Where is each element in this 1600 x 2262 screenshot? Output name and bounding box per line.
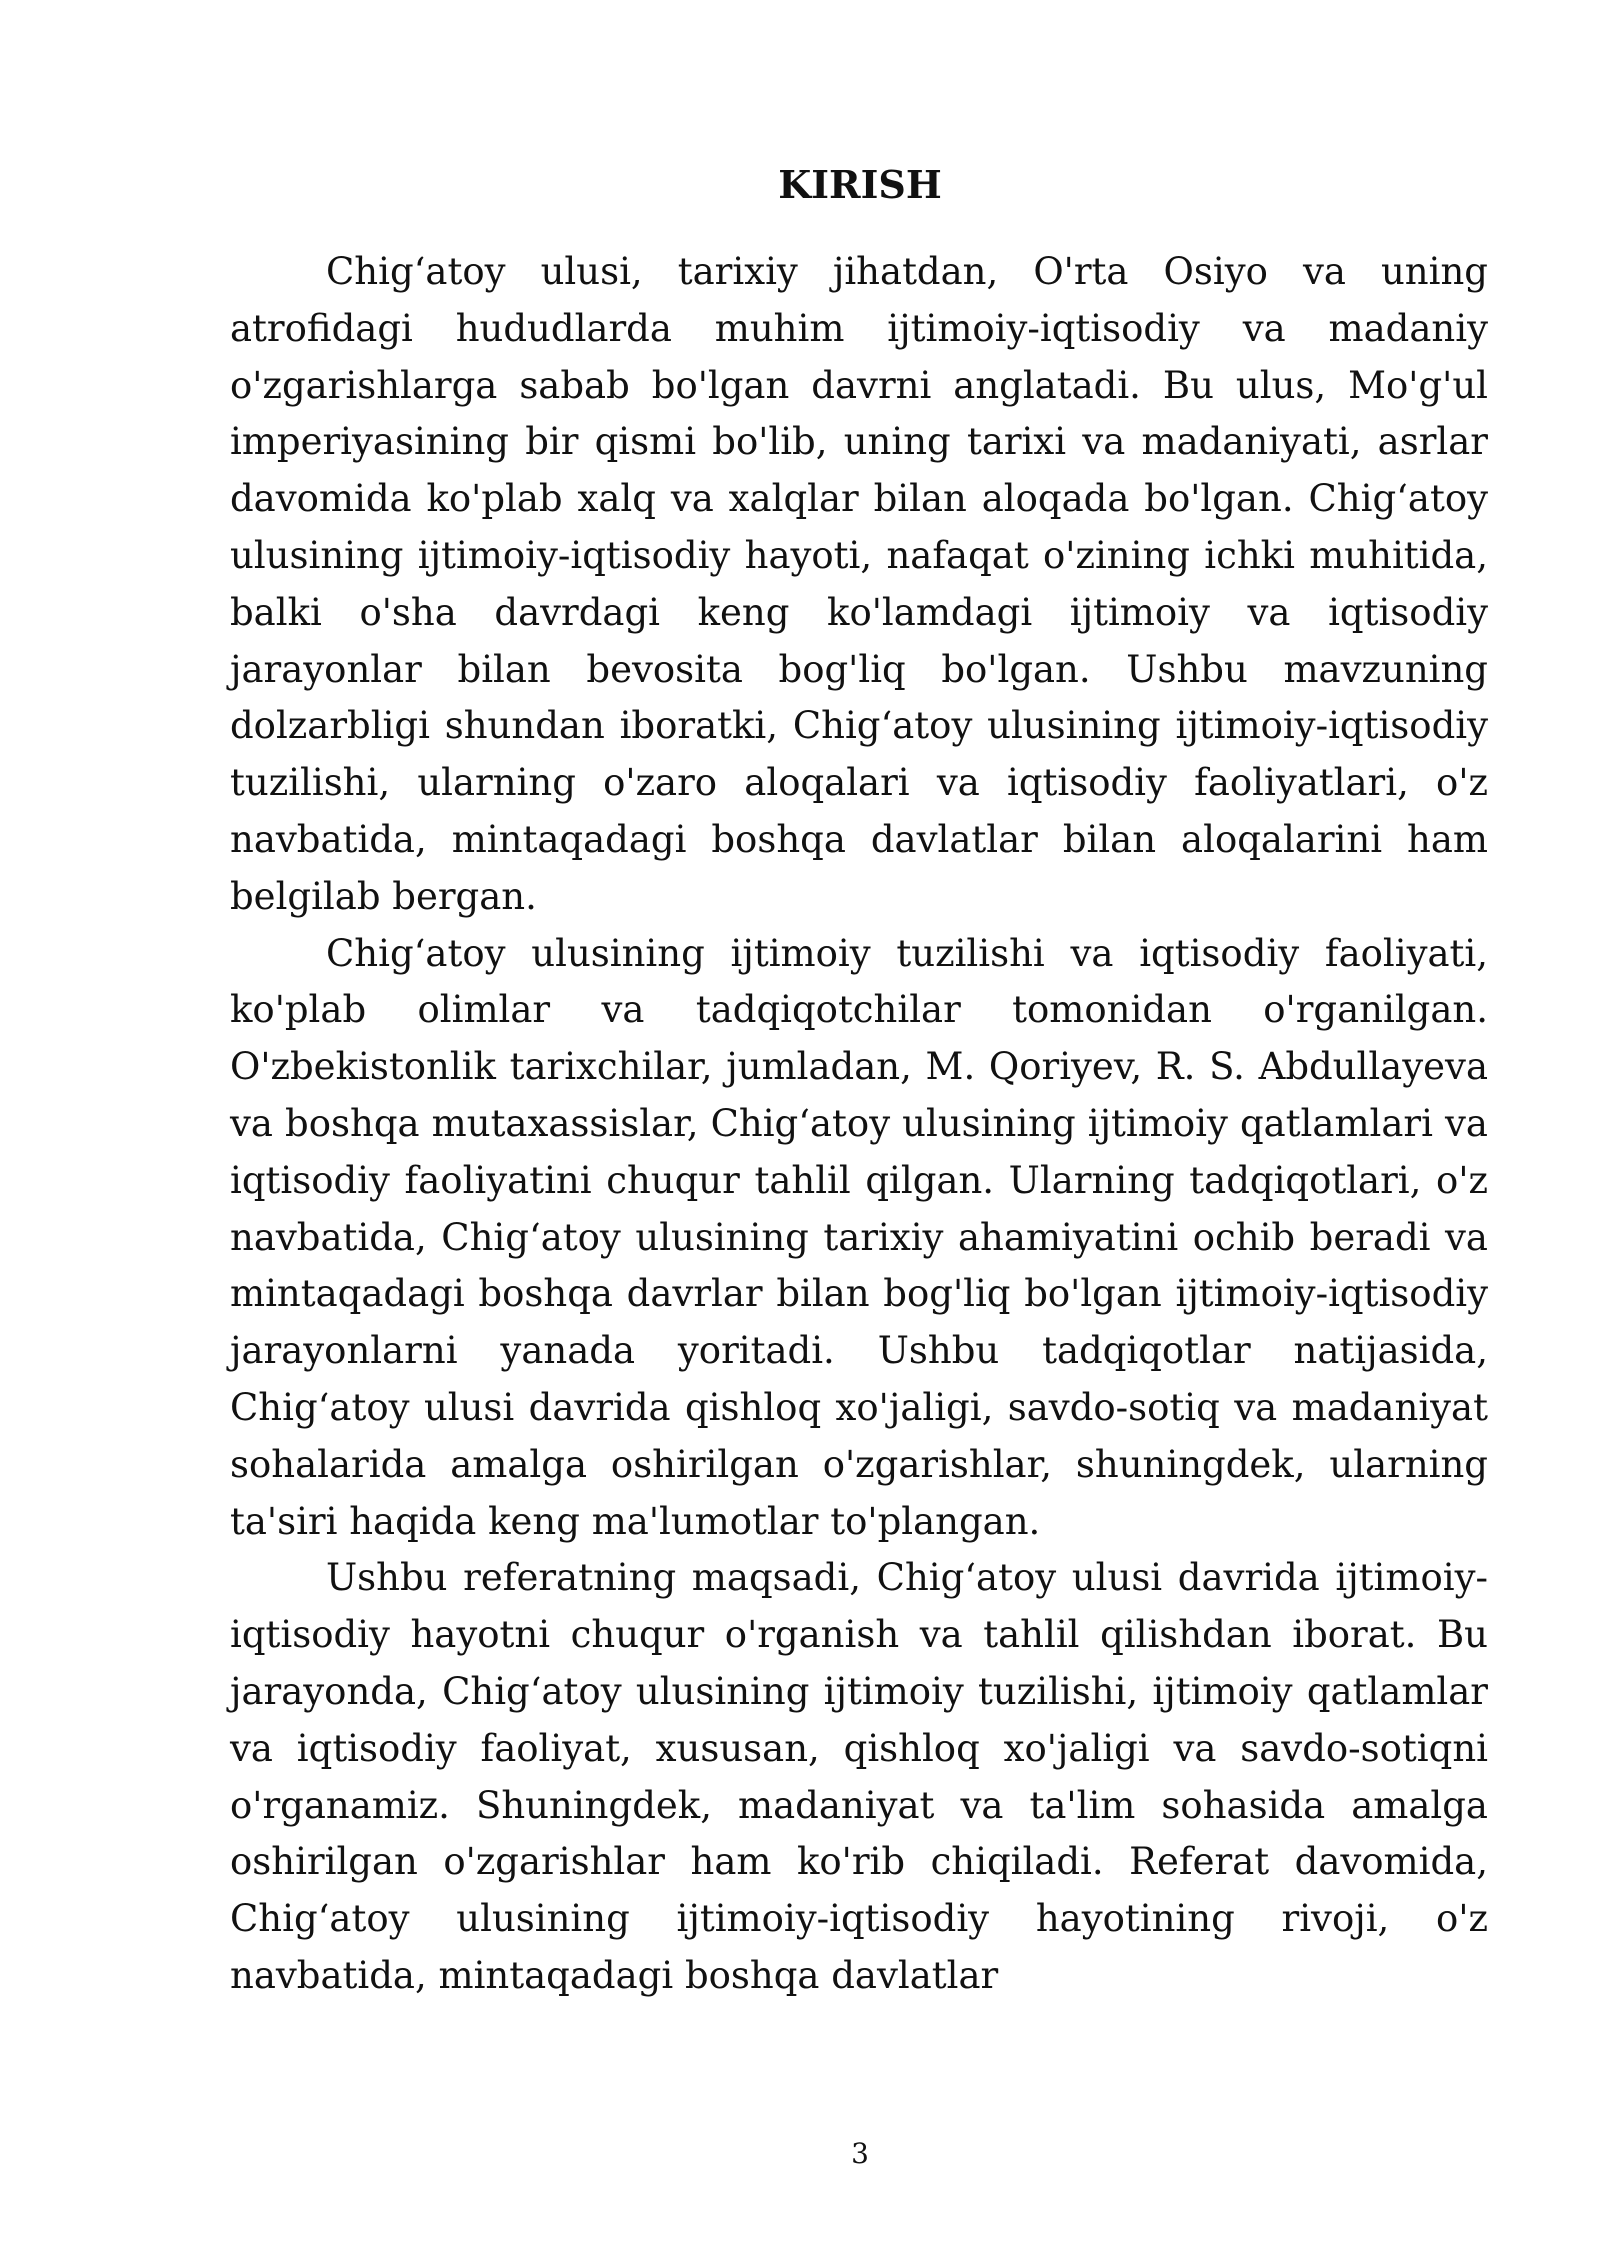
paragraph-3: Ushbu referatning maqsadi, Chigʻatoy ulusi davrida ijtimoiy-iqtisodiy hayotni chuqur o'rganish va tahlil qilishdan iborat. Bu jarayonda, Chigʻatoy ulusining ijtimoiy tuzilishi, ijtimoiy qatlamlar va iqtisodiy faoliyat, xususan, qishloq xo'jaligi va savdo-sotiqni o'rganamiz. Shuningdek, madaniyat va ta'lim sohasida amalga oshirilgan o'zgarishlar ham ko'rib chiqiladi. Referat davomida, Chigʻatoy ulusining ijtimoiy-iqtisodiy hayotining rivoji, o'z navbatida, mintaqadagi boshqa davlatlar [230, 1556, 1488, 1997]
paragraph-2: Chigʻatoy ulusining ijtimoiy tuzilishi va iqtisodiy faoliyati, ko'plab olimlar va tadqiqotchilar tomonidan o'rganilgan. O'zbekistonlik tarixchilar, jumladan, M. Qoriyev, R. S. Abdullayeva va boshqa mutaxassislar, Chigʻatoy ulusining ijtimoiy qatlamlari va iqtisodiy faoliyatini chuqur tahlil qilgan. Ularning tadqiqotlari, o'z navbatida, Chigʻatoy ulusining tarixiy ahamiyatini ochib beradi va mintaqadagi boshqa davrlar bilan bog'liq bo'lgan ijtimoiy-iqtisodiy jarayonlarni yanada yoritadi. Ushbu tadqiqotlar natijasida, Chigʻatoy ulusi davrida qishloq xo'jaligi, savdo-sotiq va madaniyat sohalarida amalga oshirilgan o'zgarishlar, shuningdek, ularning ta'siri haqida keng ma'lumotlar to'plangan. [230, 931, 1488, 1543]
page-number: 3 [851, 2137, 869, 2170]
section-title: KIRISH [778, 162, 942, 207]
body-text [230, 244, 1488, 2005]
paragraph-1: Chigʻatoy ulusi, tarixiy jihatdan, O'rta Osiyo va uning atrofidagi hududlarda muhim ijtimoiy-iqtisodiy va madaniy o'zgarishlarga sabab bo'lgan davrni anglatadi. Bu ulus, Mo'g'ul imperiyasining bir qismi bo'lib, uning tarixi va madaniyati, asrlar davomida ko'plab xalq va xalqlar bilan aloqada bo'lgan. Chigʻatoy ulusining ijtimoiy-iqtisodiy hayoti, nafaqat o'zining ichki muhitida, balki o'sha davrdagi keng ko'lamdagi ijtimoiy va iqtisodiy jarayonlar bilan bevosita bog'liq bo'lgan. Ushbu mavzuning dolzarbligi shundan iboratki, Chigʻatoy ulusining ijtimoiy-iqtisodiy tuzilishi, ularning o'zaro aloqalari va iqtisodiy faoliyatlari, o'z navbatida, mintaqadagi boshqa davlatlar bilan aloqalarini ham belgilab bergan. [230, 250, 1488, 918]
